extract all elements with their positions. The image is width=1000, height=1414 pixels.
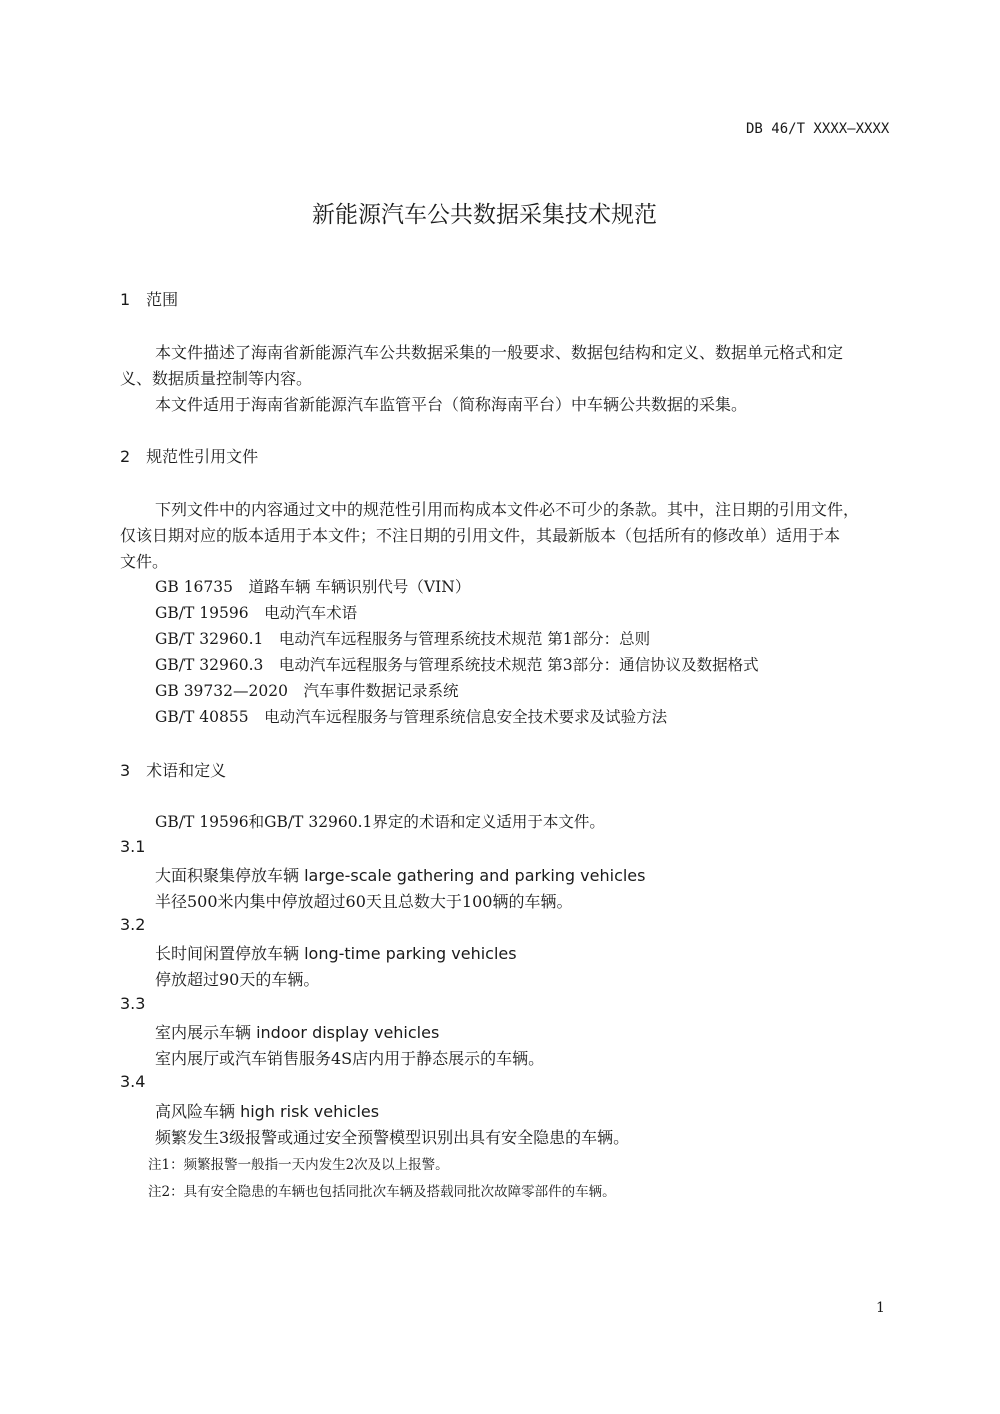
section-heading-terms-definitions: 3 术语和定义 xyxy=(120,761,227,780)
term-number: 3.3 xyxy=(120,994,146,1013)
references-paragraph-line-3: 文件。 xyxy=(120,552,169,571)
note-item: 注1：频繁报警一般指一天内发生2次及以上报警。 xyxy=(148,1157,449,1173)
scope-paragraph-2: 本文件适用于海南省新能源汽车监管平台（简称海南平台）中车辆公共数据的采集。 xyxy=(155,395,748,414)
note-item: 注2：具有安全隐患的车辆也包括同批次车辆及搭载同批次故障零部件的车辆。 xyxy=(148,1184,616,1200)
page-number: 1 xyxy=(876,1300,885,1316)
reference-item: GB/T 32960.3 电动汽车远程服务与管理系统技术规范 第3部分：通信协议及数据格式 xyxy=(155,656,759,674)
reference-item: GB 16735 道路车辆 车辆识别代号（VIN） xyxy=(155,578,471,596)
terms-intro: GB/T 19596和GB/T 32960.1界定的术语和定义适用于本文件。 xyxy=(155,813,605,831)
references-paragraph-line-1: 下列文件中的内容通过文中的规范性引用而构成本文件必不可少的条款。其中，注日期的引用文件， xyxy=(155,500,860,519)
references-paragraph-line-2: 仅该日期对应的版本适用于本文件；不注日期的引用文件，其最新版本（包括所有的修改单）适用于本 xyxy=(120,526,841,545)
document-title: 新能源汽车公共数据采集技术规范 xyxy=(312,202,657,228)
term-title: 大面积聚集停放车辆 large-scale gathering and parking vehicles xyxy=(155,866,646,885)
term-title: 长时间闲置停放车辆 long-time parking vehicles xyxy=(155,944,517,963)
term-definition: 半径500米内集中停放超过60天且总数大于100辆的车辆。 xyxy=(155,892,573,911)
term-definition: 停放超过90天的车辆。 xyxy=(155,970,320,989)
scope-paragraph-1-line-2: 义、数据质量控制等内容。 xyxy=(120,369,313,388)
reference-item: GB/T 32960.1 电动汽车远程服务与管理系统技术规范 第1部分：总则 xyxy=(155,630,651,648)
scope-paragraph-1-line-1: 本文件描述了海南省新能源汽车公共数据采集的一般要求、数据包结构和定义、数据单元格式和定 xyxy=(155,343,844,362)
section-heading-normative-references: 2 规范性引用文件 xyxy=(120,447,259,466)
term-definition: 频繁发生3级报警或通过安全预警模型识别出具有安全隐患的车辆。 xyxy=(155,1128,630,1147)
reference-item: GB/T 19596 电动汽车术语 xyxy=(155,604,358,622)
reference-item: GB 39732—2020 汽车事件数据记录系统 xyxy=(155,682,459,700)
term-number: 3.4 xyxy=(120,1072,146,1091)
document-code: DB 46/T XXXX—XXXX xyxy=(746,121,890,137)
term-title: 高风险车辆 high risk vehicles xyxy=(155,1102,380,1121)
term-title: 室内展示车辆 indoor display vehicles xyxy=(155,1023,440,1042)
term-definition: 室内展厅或汽车销售服务4S店内用于静态展示的车辆。 xyxy=(155,1049,545,1068)
section-heading-scope: 1 范围 xyxy=(120,290,179,309)
term-number: 3.2 xyxy=(120,915,146,934)
term-number: 3.1 xyxy=(120,837,146,856)
reference-item: GB/T 40855 电动汽车远程服务与管理系统信息安全技术要求及试验方法 xyxy=(155,708,668,726)
